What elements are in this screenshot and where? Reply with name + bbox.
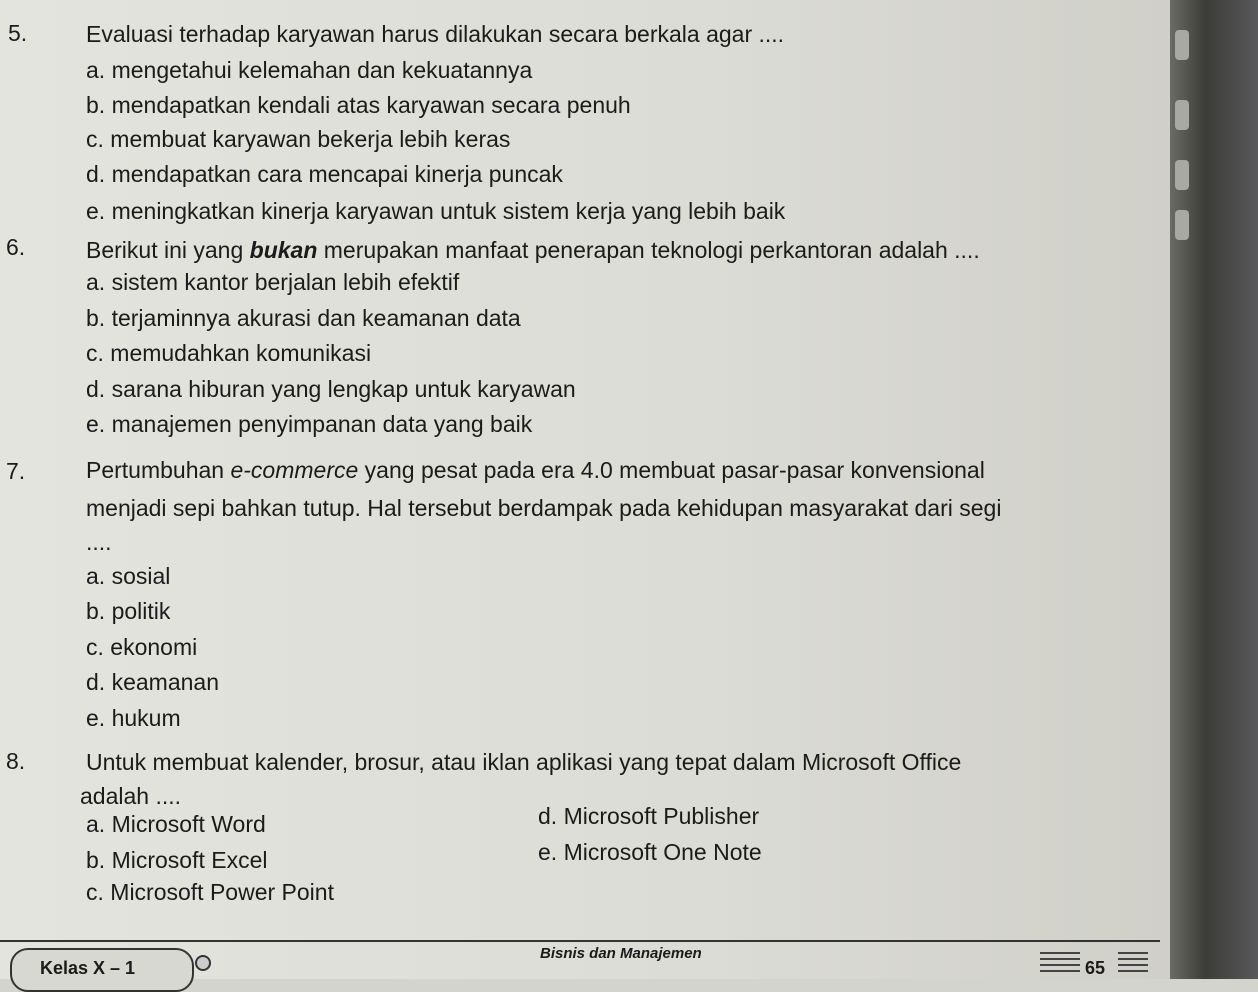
book-spine bbox=[1170, 0, 1258, 979]
binding-ring bbox=[1175, 160, 1189, 190]
question-number: 7. bbox=[6, 458, 26, 484]
question-text: Pertumbuhan e-commerce yang pesat pada era 4.0 membuat pasar-pasar konvensional bbox=[86, 457, 985, 483]
decorative-lines bbox=[1040, 950, 1080, 972]
question-text: menjadi sepi bahkan tutup. Hal tersebut berdampak pada kehidupan masyarakat dari segi bbox=[86, 495, 1002, 521]
option: c. ekonomi bbox=[86, 634, 198, 660]
option: e. manajemen penyimpanan data yang baik bbox=[86, 411, 533, 437]
option: b. Microsoft Excel bbox=[86, 847, 268, 873]
question-number: 8. bbox=[6, 748, 26, 774]
option: a. Microsoft Word bbox=[86, 811, 266, 837]
option: e. meningkatkan kinerja karyawan untuk sistem kerja yang lebih baik bbox=[86, 198, 786, 224]
question-text: .... bbox=[86, 529, 112, 555]
option: e. hukum bbox=[86, 705, 181, 731]
question-text: Evaluasi terhadap karyawan harus dilakukan secara berkala agar .... bbox=[86, 21, 785, 47]
class-label: Kelas X – 1 bbox=[40, 958, 136, 978]
question-text: Berikut ini yang bukan merupakan manfaat penerapan teknologi perkantoran adalah .... bbox=[86, 237, 980, 263]
option: d. keamanan bbox=[86, 669, 219, 695]
option: c. membuat karyawan bekerja lebih keras bbox=[86, 126, 511, 152]
question-text: adalah .... bbox=[80, 783, 182, 809]
question-number: 6. bbox=[6, 234, 26, 260]
option: d. sarana hiburan yang lengkap untuk karyawan bbox=[86, 376, 576, 402]
binding-ring bbox=[1175, 100, 1189, 130]
footer-divider bbox=[0, 940, 1160, 942]
option: a. sosial bbox=[86, 563, 171, 589]
option: b. politik bbox=[86, 598, 171, 624]
binding-ring bbox=[1175, 30, 1189, 60]
decorative-dot bbox=[195, 955, 211, 971]
option: a. mengetahui kelemahan dan kekuatannya bbox=[86, 57, 533, 83]
option: c. memudahkan komunikasi bbox=[86, 340, 372, 366]
question-number: 5. bbox=[8, 20, 28, 46]
decorative-lines bbox=[1118, 950, 1148, 972]
option: d. mendapatkan cara mencapai kinerja puncak bbox=[86, 161, 563, 187]
option: b. mendapatkan kendali atas karyawan secara penuh bbox=[86, 92, 631, 118]
option: d. Microsoft Publisher bbox=[538, 803, 760, 829]
subject-title: Bisnis dan Manajemen bbox=[540, 945, 702, 962]
option: c. Microsoft Power Point bbox=[86, 879, 334, 905]
page-number: 65 bbox=[1085, 958, 1106, 978]
option: b. terjaminnya akurasi dan keamanan data bbox=[86, 305, 521, 331]
binding-ring bbox=[1175, 210, 1189, 240]
option: e. Microsoft One Note bbox=[538, 839, 762, 865]
option: a. sistem kantor berjalan lebih efektif bbox=[86, 269, 460, 295]
question-text: Untuk membuat kalender, brosur, atau iklan aplikasi yang tepat dalam Microsoft Office bbox=[86, 749, 962, 775]
